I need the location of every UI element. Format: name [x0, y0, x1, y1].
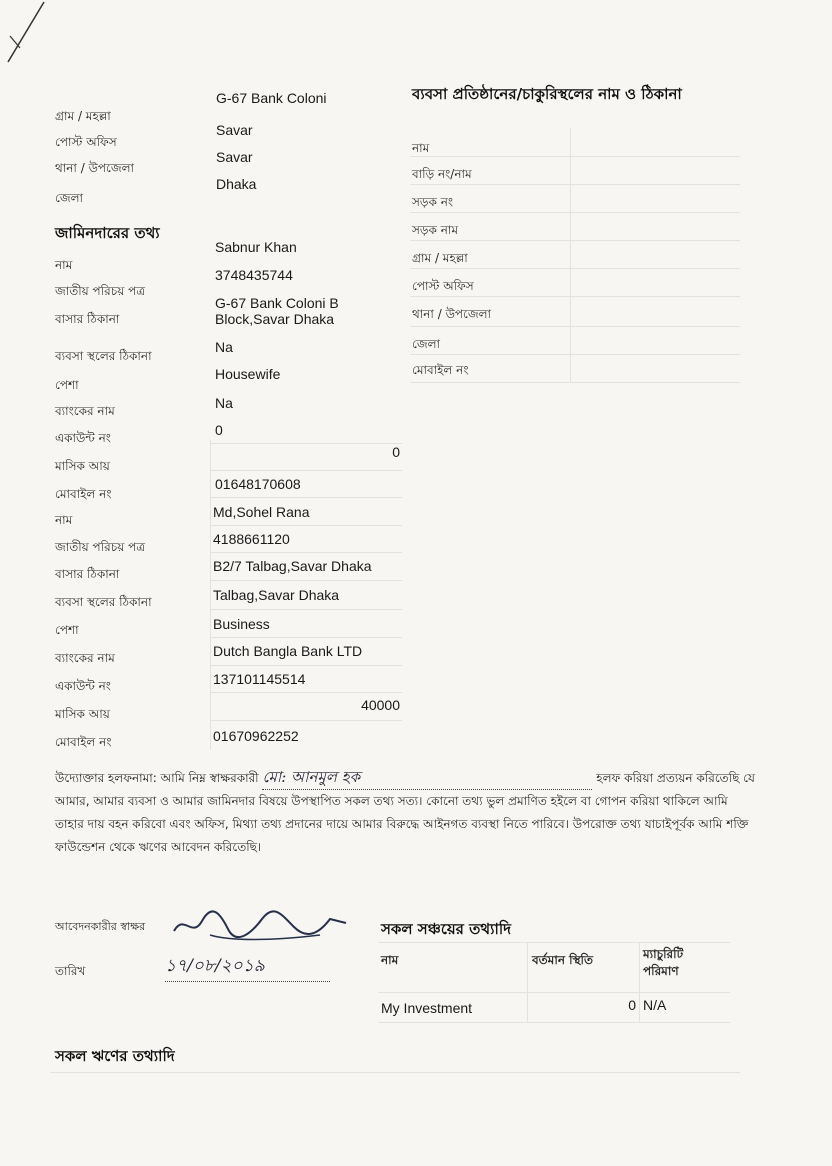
- g1-account-value: 0: [215, 422, 223, 438]
- g2-occupation-label: পেশা: [55, 623, 79, 637]
- g1-name-value: Sabnur Khan: [215, 239, 297, 255]
- business-thana-label: থানা / উপজেলা: [412, 307, 492, 321]
- divider: [50, 1072, 740, 1073]
- g2-name-label: নাম: [55, 513, 73, 527]
- divider: [210, 470, 402, 471]
- address-post-label: পোস্ট অফিস: [55, 135, 117, 149]
- g1-business-address-label: ব্যবসা স্থলের ঠিকানা: [55, 349, 152, 363]
- g2-occupation-value: Business: [213, 616, 270, 632]
- business-road-no-label: সড়ক নং: [412, 195, 454, 209]
- g2-income-value: 40000: [361, 697, 400, 713]
- g1-occupation-value: Housewife: [215, 366, 281, 382]
- divider: [410, 268, 740, 269]
- g2-mobile-label: মোবাইল নং: [55, 735, 112, 749]
- g2-nid-value: 4188661120: [213, 531, 290, 547]
- divider: [378, 942, 730, 943]
- divider: [210, 637, 402, 638]
- g2-income-label: মাসিক আয়: [55, 707, 110, 721]
- g1-nid-value: 3748435744: [215, 267, 293, 283]
- business-name-label: নাম: [412, 141, 430, 155]
- divider: [210, 580, 402, 581]
- g1-income-value: 0: [392, 444, 400, 460]
- business-district-label: জেলা: [412, 337, 441, 351]
- business-post-label: পোস্ট অফিস: [412, 279, 474, 293]
- g2-nid-label: জাতীয় পরিচয় পত্র: [55, 540, 146, 554]
- savings-header-name: নাম: [381, 953, 399, 967]
- savings-section-title: সকল সঞ্চয়ের তথ্যাদি: [381, 920, 511, 938]
- g2-bank-label: ব্যাংকের নাম: [55, 651, 115, 665]
- address-thana-value: Savar: [216, 149, 253, 165]
- g2-business-address-value: Talbag,Savar Dhaka: [213, 587, 340, 603]
- business-road-name-label: সড়ক নাম: [412, 223, 459, 237]
- g2-bank-value: Dutch Bangla Bank LTD: [213, 643, 363, 659]
- g1-home-value-line2: Block,Savar Dhaka: [215, 311, 335, 327]
- applicant-signature: [170, 905, 350, 945]
- declaration-suffix: হলফ করিয়া: [596, 771, 654, 785]
- g1-nid-label: জাতীয় পরিচয় পত্র: [55, 284, 146, 298]
- g1-home-value: G-67 Bank Coloni B: [215, 295, 339, 311]
- g1-bank-value: Na: [215, 395, 233, 411]
- divider: [410, 240, 740, 241]
- guarantor-section-title: জামিনদারের তথ্য: [55, 224, 160, 242]
- guarantor-column-divider: [210, 440, 211, 750]
- business-column-divider: [570, 128, 571, 382]
- g2-home-label: বাসার ঠিকানা: [55, 567, 120, 581]
- divider: [410, 296, 740, 297]
- divider: [410, 156, 740, 157]
- g1-business-address-value: Na: [215, 339, 233, 355]
- savings-column-divider: [527, 942, 528, 1022]
- savings-header-maturity: ম্যাচুরিটি পরিমাণ: [643, 947, 684, 978]
- savings-row-maturity: N/A: [643, 997, 667, 1013]
- divider: [210, 525, 402, 526]
- loans-section-title: সকল ঋণের তথ্যাদি: [55, 1047, 175, 1065]
- g2-mobile-value: 01670962252: [213, 728, 299, 744]
- divider: [210, 609, 402, 610]
- g1-home-label: বাসার ঠিকানা: [55, 312, 120, 326]
- g1-name-label: নাম: [55, 258, 73, 272]
- handwritten-date: ১৭/০৮/২০১৯: [165, 953, 330, 982]
- divider: [410, 382, 740, 383]
- business-house-label: বাড়ি নং/নাম: [412, 167, 472, 181]
- divider: [378, 1022, 730, 1023]
- declaration-body: প্রত্যয়ন করিতেছি যে আমার, আমার ব্যবসা ও আমার জামিনদার বিষয়ে উপস্থাপিত সকল তথ্য সত্য। কোনো তথ্য ভুল প্রমাণিত হইলে বা গোপন করিয়া থাকিলে আমি তাহার দায় বহন করিবো এবং অফিস, মিথ্যা তথ্য প্রদানের দায়ে আমার বিরুদ্ধে আইনগত ব্যবস্থা নিতে পারিবে। উপরোক্ত তথ্য যাচাইপূর্বক আমি শক্তি ফাউন্ডেশন থেকে ঋণের আবেদন করিতেছি।: [55, 771, 755, 854]
- applicant-signature-label: আবেদনকারীর স্বাক্ষর: [55, 920, 146, 933]
- declaration-handwritten-name: মো: আনমুল হক: [262, 766, 592, 790]
- divider: [410, 354, 740, 355]
- business-mobile-label: মোবাইল নং: [412, 363, 469, 377]
- signature-scribble: [170, 905, 350, 945]
- savings-row-balance: 0: [628, 997, 636, 1013]
- business-village-label: গ্রাম / মহল্লা: [412, 251, 468, 265]
- divider: [410, 212, 740, 213]
- savings-row-name: My Investment: [381, 1000, 473, 1016]
- declaration-prefix: উদ্যোক্তার হলফনামা: আমি নিম্ন স্বাক্ষরকারী: [55, 771, 259, 785]
- g1-occupation-label: পেশা: [55, 378, 79, 392]
- g1-income-label: মাসিক আয়: [55, 459, 110, 473]
- g2-account-value: 137101145514: [213, 671, 306, 687]
- address-thana-label: থানা / উপজেলা: [55, 161, 135, 175]
- declaration: [55, 766, 755, 859]
- savings-column-divider: [639, 942, 640, 1022]
- g1-account-label: একাউন্ট নং: [55, 431, 111, 445]
- divider: [410, 326, 740, 327]
- business-section-title: ব্যবসা প্রতিষ্ঠানের/চাকুরিস্থলের নাম ও ঠিকানা: [412, 85, 682, 103]
- g1-bank-label: ব্যাংকের নাম: [55, 404, 115, 418]
- g2-name-value: Md,Sohel Rana: [213, 504, 310, 520]
- savings-header-balance: বর্তমান স্থিতি: [532, 953, 593, 967]
- address-village-value: G-67 Bank Coloni: [216, 90, 327, 106]
- divider: [210, 497, 402, 498]
- divider: [210, 720, 402, 721]
- divider: [210, 665, 402, 666]
- date-label: তারিখ: [55, 964, 86, 978]
- address-post-value: Savar: [216, 122, 253, 138]
- divider: [210, 443, 402, 444]
- divider: [210, 552, 402, 553]
- address-district-label: জেলা: [55, 191, 84, 205]
- g1-mobile-value: 01648170608: [215, 476, 301, 492]
- divider: [210, 692, 402, 693]
- g1-mobile-label: মোবাইল নং: [55, 487, 112, 501]
- pen-mark: [0, 0, 50, 70]
- divider: [410, 184, 740, 185]
- divider: [378, 992, 730, 993]
- address-district-value: Dhaka: [216, 176, 257, 192]
- address-village-label: গ্রাম / মহল্লা: [55, 109, 111, 123]
- g2-account-label: একাউন্ট নং: [55, 679, 111, 693]
- g2-business-address-label: ব্যবসা স্থলের ঠিকানা: [55, 595, 152, 609]
- g2-home-value: B2/7 Talbag,Savar Dhaka: [213, 558, 372, 574]
